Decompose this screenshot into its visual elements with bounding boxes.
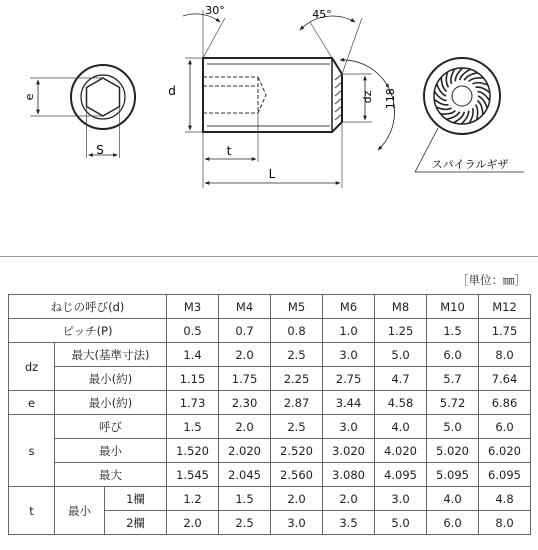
size-m3: M3 [167, 295, 219, 319]
dz-symbol: dz [9, 343, 55, 391]
table-cell: 2.520 [271, 439, 323, 463]
size-m10: M10 [427, 295, 479, 319]
table-cell: 1.73 [167, 391, 219, 415]
knurl-tooth [469, 108, 473, 123]
t-col1-label: 1欄 [105, 487, 167, 511]
table-cell: 2.020 [219, 439, 271, 463]
side-view-screw-body [203, 58, 342, 132]
table-cell: 2.045 [219, 463, 271, 487]
table-cell: 2.5 [271, 415, 323, 439]
table-cell: 0.5 [167, 319, 219, 343]
dz-min-row [9, 367, 531, 391]
knurl-tooth [476, 105, 478, 120]
table-cell: 0.7 [219, 319, 271, 343]
table-cell: 5.72 [427, 391, 479, 415]
table-cell: 5.0 [375, 343, 427, 367]
table-cell: 3.0 [323, 343, 375, 367]
knurl-tooth [436, 107, 451, 109]
table-cell: 6.0 [479, 415, 531, 439]
e-row [9, 391, 531, 415]
table-cell: 5.0 [427, 415, 479, 439]
table-cell: 4.7 [375, 367, 427, 391]
table-cell: 1.2 [167, 487, 219, 511]
knurl-tooth [469, 78, 484, 82]
size-m8: M8 [375, 295, 427, 319]
table-cell: 8.0 [479, 343, 531, 367]
label-45-deg: 45° [312, 8, 332, 21]
t-group-label: 最小 [55, 487, 105, 535]
label-d: d [168, 84, 176, 98]
table-cell: 3.44 [323, 391, 375, 415]
table-cell: 3.5 [323, 511, 375, 535]
table-cell: 2.25 [271, 367, 323, 391]
label-s: S [96, 143, 104, 157]
t-col1-row [9, 487, 531, 511]
table-cell: 2.0 [167, 511, 219, 535]
label-dz: dz [361, 90, 374, 104]
table-cell: 2.87 [271, 391, 323, 415]
table-cell: 1.5 [167, 415, 219, 439]
table-cell: 2.0 [219, 343, 271, 367]
table-cell: 1.75 [219, 367, 271, 391]
table-cell: 6.020 [479, 439, 531, 463]
size-m4: M4 [219, 295, 271, 319]
label-t: t [226, 144, 232, 158]
table-cell: 1.25 [375, 319, 427, 343]
table-cell: 1.4 [167, 343, 219, 367]
header-row [9, 295, 531, 319]
s-symbol: s [9, 415, 55, 487]
table-cell: 2.0 [271, 487, 323, 511]
end-view-spiral-knurl [424, 58, 500, 134]
s-min-row [9, 439, 531, 463]
pitch-label: ピッチ(P) [9, 319, 167, 343]
size-m5: M5 [271, 295, 323, 319]
table-cell: 4.095 [375, 463, 427, 487]
table-cell: 2.560 [271, 463, 323, 487]
table-cell: 4.0 [375, 415, 427, 439]
table-cell: 1.0 [323, 319, 375, 343]
dz-max-label: 最大(基準寸法) [55, 343, 167, 367]
table-cell: 3.020 [323, 439, 375, 463]
table-cell: 6.0 [427, 343, 479, 367]
table-cell: 3.080 [323, 463, 375, 487]
table-cell: 4.8 [479, 487, 531, 511]
label-30-deg: 30° [205, 4, 225, 17]
e-label: 最小(約) [55, 391, 167, 415]
dimension-table [8, 294, 531, 535]
s-min-label: 最小 [55, 439, 167, 463]
label-spiral-knurl: スパイラルギザ [431, 158, 509, 171]
table-cell: 5.095 [427, 463, 479, 487]
knurl-tooth [473, 83, 488, 85]
table-cell: 1.15 [167, 367, 219, 391]
dz-max-row [9, 343, 531, 367]
s-nominal-row [9, 415, 531, 439]
table-cell: 2.0 [323, 487, 375, 511]
table-cell: 2.0 [219, 415, 271, 439]
table-cell: 8.0 [479, 511, 531, 535]
table-cell: 4.020 [375, 439, 427, 463]
knurl-tooth [461, 111, 468, 124]
table-cell: 1.5 [219, 487, 271, 511]
s-nominal-label: 呼び [55, 415, 167, 439]
unit-label: ［単位：㎜］ [457, 273, 526, 287]
label-118-deg: 118° [384, 82, 397, 110]
table-cell: 4.58 [375, 391, 427, 415]
table-cell: 1.520 [167, 439, 219, 463]
pitch-row [9, 319, 531, 343]
table-cell: 3.0 [375, 487, 427, 511]
header-label: ねじの呼び(d) [9, 295, 167, 319]
table-cell: 5.7 [427, 367, 479, 391]
set-screw-drawing [0, 0, 538, 250]
size-m12: M12 [479, 295, 531, 319]
table-cell: 3.0 [323, 415, 375, 439]
t-symbol: t [9, 487, 55, 535]
table-cell: 2.30 [219, 391, 271, 415]
dz-min-label: 最小(約) [55, 367, 167, 391]
label-e: e [23, 93, 36, 101]
knurl-tooth [451, 69, 455, 84]
table-cell: 6.0 [427, 511, 479, 535]
table-cell: 0.8 [271, 319, 323, 343]
table-cell: 5.020 [427, 439, 479, 463]
table-cell: 2.5 [271, 343, 323, 367]
section-divider [0, 256, 538, 257]
end-view-hex-socket [30, 65, 135, 158]
e-symbol: e [9, 391, 55, 415]
table-cell: 6.86 [479, 391, 531, 415]
table-cell: 1.5 [427, 319, 479, 343]
knurl-tooth [446, 72, 448, 87]
table-cell: 2.5 [219, 511, 271, 535]
table-cell: 1.75 [479, 319, 531, 343]
table-cell: 5.0 [375, 511, 427, 535]
knurl-tooth [440, 111, 455, 115]
t-col2-label: 2欄 [105, 511, 167, 535]
size-m6: M6 [323, 295, 375, 319]
table-cell: 7.64 [479, 367, 531, 391]
table-cell: 2.75 [323, 367, 375, 391]
table-cell: 3.0 [271, 511, 323, 535]
knurl-tooth [455, 68, 462, 81]
s-max-label: 最大 [55, 463, 167, 487]
table-cell: 1.545 [167, 463, 219, 487]
s-max-row [9, 463, 531, 487]
label-L: L [268, 167, 276, 181]
table-cell: 4.0 [427, 487, 479, 511]
table-cell: 6.095 [479, 463, 531, 487]
